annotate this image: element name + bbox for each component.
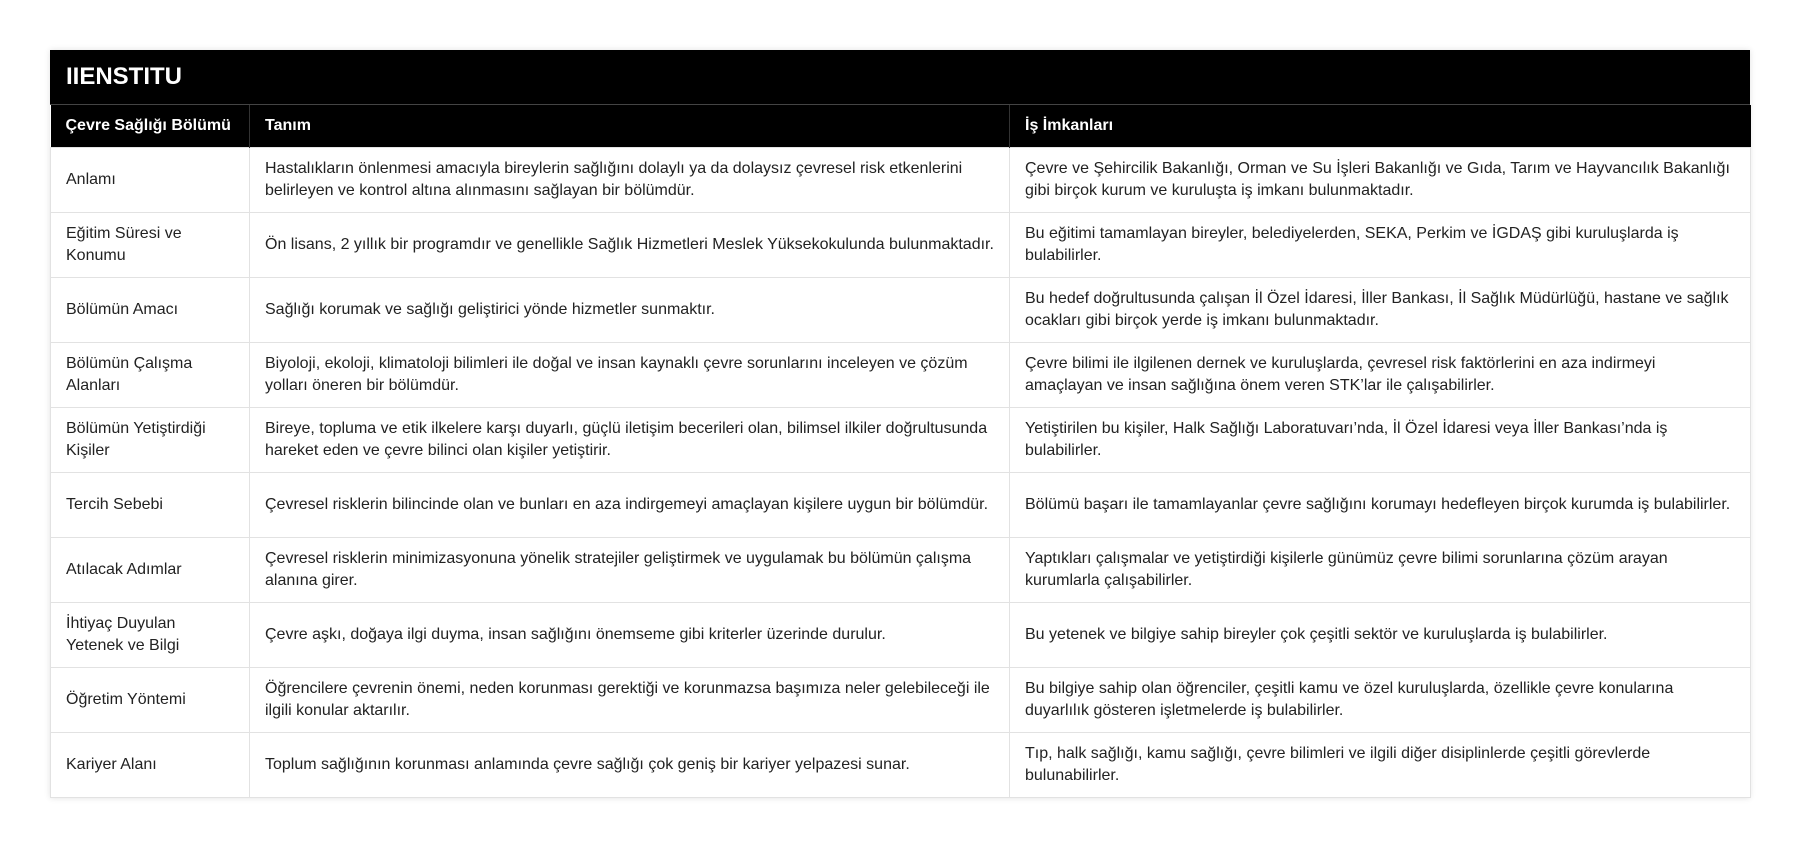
row-opportunities: Tıp, halk sağlığı, kamu sağlığı, çevre bilimleri ve ilgili diğer disiplinlerde çeşitli görevlerde bulunabilirler. bbox=[1010, 733, 1751, 798]
row-opportunities: Bu eğitimi tamamlayan bireyler, belediyelerden, SEKA, Perkim ve İGDAŞ gibi kuruluşlarda iş bulabilirler. bbox=[1010, 213, 1751, 278]
row-definition: Çevre aşkı, doğaya ilgi duyma, insan sağlığını önemseme gibi kriterler üzerinde durulur. bbox=[250, 603, 1010, 668]
info-table bbox=[50, 105, 1751, 798]
table-row bbox=[51, 473, 1751, 538]
header-definition: Tanım bbox=[250, 105, 1010, 148]
row-opportunities: Çevre bilimi ile ilgilenen dernek ve kuruluşlarda, çevresel risk faktörlerini en aza indirmeyi amaçlayan ve insan sağlığına önem veren STK’lar ile çalışabilirler. bbox=[1010, 343, 1751, 408]
row-opportunities: Bu hedef doğrultusunda çalışan İl Özel İdaresi, İller Bankası, İl Sağlık Müdürlüğü, hastane ve sağlık ocakları gibi birçok yerde iş imkanı bulunmaktadır. bbox=[1010, 278, 1751, 343]
row-definition: Toplum sağlığının korunması anlamında çevre sağlığı çok geniş bir kariyer yelpazesi sunar. bbox=[250, 733, 1010, 798]
row-definition: Bireye, topluma ve etik ilkelere karşı duyarlı, güçlü iletişim becerileri olan, bilimsel ilkiler doğrultusunda hareket eden ve çevre bilinci olan kişiler yetiştirir. bbox=[250, 408, 1010, 473]
table-row bbox=[51, 213, 1751, 278]
row-label: Öğretim Yöntemi bbox=[51, 668, 250, 733]
row-definition: Hastalıkların önlenmesi amacıyla bireylerin sağlığını dolaylı ya da dolaysız çevresel risk etkenlerini belirleyen ve kontrol altına alınmasını sağlayan bir bölümdür. bbox=[250, 148, 1010, 213]
table-row bbox=[51, 668, 1751, 733]
table-row bbox=[51, 343, 1751, 408]
table-row bbox=[51, 538, 1751, 603]
table-row bbox=[51, 408, 1751, 473]
table-row bbox=[51, 733, 1751, 798]
row-definition: Öğrencilere çevrenin önemi, neden korunması gerektiği ve korunmazsa başımıza neler gelebileceği ile ilgili konular aktarılır. bbox=[250, 668, 1010, 733]
table-row bbox=[51, 278, 1751, 343]
table-card bbox=[50, 50, 1750, 798]
row-label: Bölümün Çalışma Alanları bbox=[51, 343, 250, 408]
row-label: Kariyer Alanı bbox=[51, 733, 250, 798]
row-definition: Biyoloji, ekoloji, klimatoloji bilimleri ile doğal ve insan kaynaklı çevre sorunlarını inceleyen ve çözüm yolları öneren bir bölümdür. bbox=[250, 343, 1010, 408]
row-label: Atılacak Adımlar bbox=[51, 538, 250, 603]
row-label: Bölümün Yetiştirdiği Kişiler bbox=[51, 408, 250, 473]
header-opportunities: İş İmkanları bbox=[1010, 105, 1751, 148]
row-definition: Ön lisans, 2 yıllık bir programdır ve genellikle Sağlık Hizmetleri Meslek Yüksekokulunda bulunmaktadır. bbox=[250, 213, 1010, 278]
row-definition: Sağlığı korumak ve sağlığı geliştirici yönde hizmetler sunmaktır. bbox=[250, 278, 1010, 343]
row-definition: Çevresel risklerin bilincinde olan ve bunları en aza indirgemeyi amaçlayan kişilere uygun bir bölümdür. bbox=[250, 473, 1010, 538]
row-label: Bölümün Amacı bbox=[51, 278, 250, 343]
row-opportunities: Bu yetenek ve bilgiye sahip bireyler çok çeşitli sektör ve kuruluşlarda iş bulabilirler. bbox=[1010, 603, 1751, 668]
row-label: İhtiyaç Duyulan Yetenek ve Bilgi bbox=[51, 603, 250, 668]
table-row bbox=[51, 603, 1751, 668]
header-row bbox=[51, 105, 1751, 148]
row-opportunities: Yaptıkları çalışmalar ve yetiştirdiği kişilerle günümüz çevre bilimi sorunlarına çözüm arayan kurumlarla çalışabilirler. bbox=[1010, 538, 1751, 603]
row-definition: Çevresel risklerin minimizasyonuna yönelik stratejiler geliştirmek ve uygulamak bu bölümün çalışma alanına girer. bbox=[250, 538, 1010, 603]
row-label: Anlamı bbox=[51, 148, 250, 213]
table-row bbox=[51, 148, 1751, 213]
row-label: Tercih Sebebi bbox=[51, 473, 250, 538]
row-opportunities: Yetiştirilen bu kişiler, Halk Sağlığı Laboratuvarı’nda, İl Özel İdaresi veya İller Bankası’nda iş bulabilirler. bbox=[1010, 408, 1751, 473]
header-section: Çevre Sağlığı Bölümü bbox=[51, 105, 250, 148]
row-opportunities: Bölümü başarı ile tamamlayanlar çevre sağlığını korumayı hedefleyen birçok kurumda iş bulabilirler. bbox=[1010, 473, 1751, 538]
row-label: Eğitim Süresi ve Konumu bbox=[51, 213, 250, 278]
row-opportunities: Çevre ve Şehircilik Bakanlığı, Orman ve Su İşleri Bakanlığı ve Gıda, Tarım ve Hayvancılık Bakanlığı gibi birçok kurum ve kuruluşta iş imkanı bulunmaktadır. bbox=[1010, 148, 1751, 213]
table-title: IIENSTITU bbox=[50, 50, 1750, 105]
row-opportunities: Bu bilgiye sahip olan öğrenciler, çeşitli kamu ve özel kuruluşlarda, özellikle çevre konularına duyarlılık gösteren işletmelerde iş bulabilirler. bbox=[1010, 668, 1751, 733]
